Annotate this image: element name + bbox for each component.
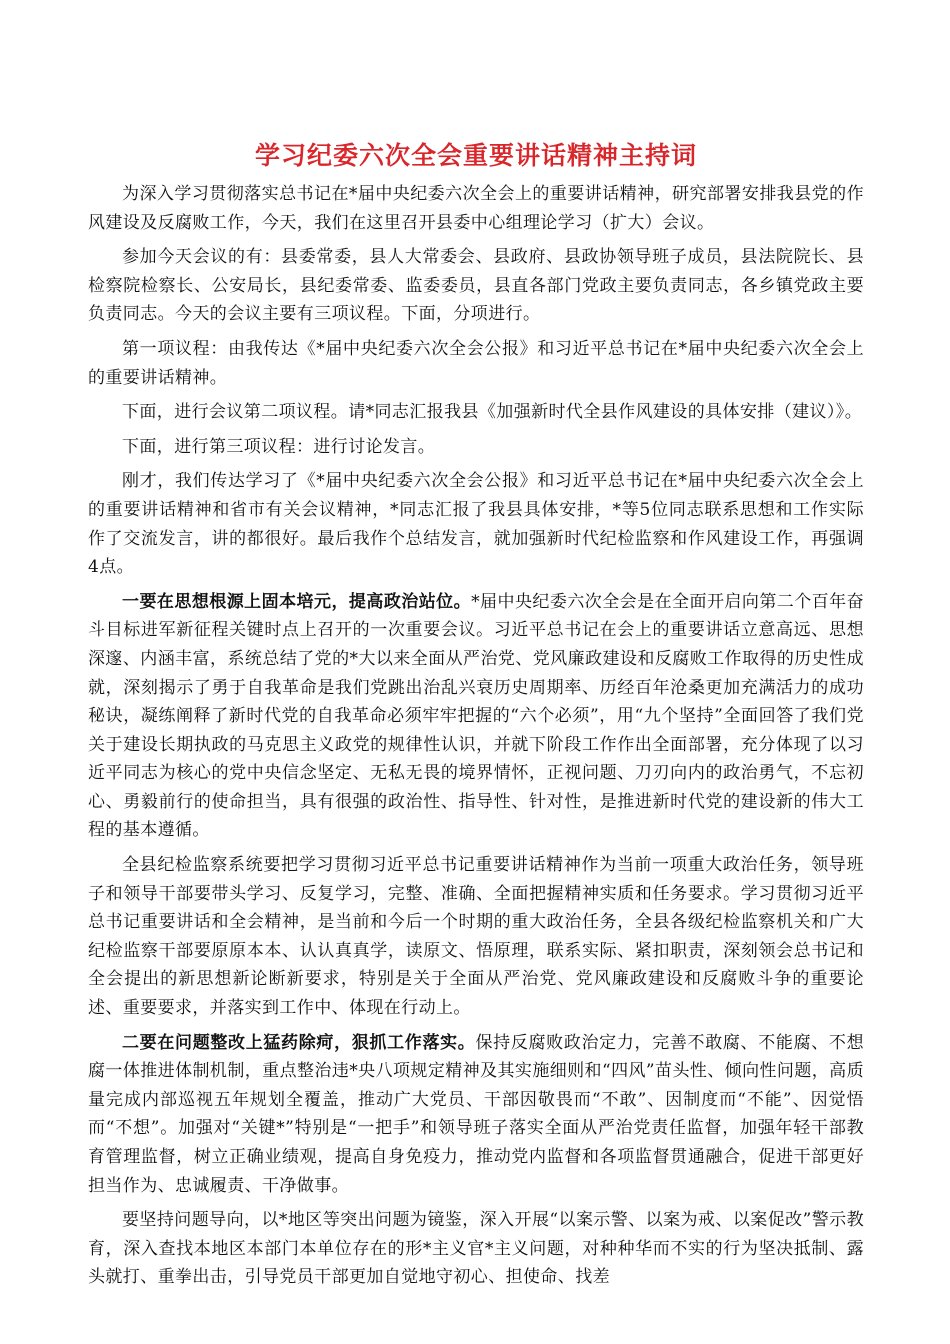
paragraph-text: 刚才，我们传达学习了《*届中央纪委六次全会公报》和习近平总书记在*届中央纪委六次全会上的重要讲话精神和省市有关会议精神，*同志汇报了我县具体安排，*等5位同志联系思想和工作实际作了交流发言，讲的都很好。最后我作个总结发言，就加强新时代纪检监察和作风建设工作，再强调4点。 xyxy=(88,471,864,578)
document-page xyxy=(88,138,864,1298)
paragraph-point-1 xyxy=(88,588,864,845)
paragraph-text: 要坚持问题导向，以*地区等突出问题为镜鉴，深入开展“以案示警、以案为戒、以案促改”警示教育，深入查找本地区本部门本单位存在的形*主义官*主义问题，对种种华而不实的行为坚决抵制、露头就打、重拳出击，引导党员干部更加自觉地守初心、担使命、找差 xyxy=(88,1210,864,1288)
paragraph-text: 第一项议程：由我传达《*届中央纪委六次全会公报》和习近平总书记在*届中央纪委六次全会上的重要讲话精神。 xyxy=(88,338,864,388)
paragraph-point-1-detail xyxy=(88,851,864,1023)
paragraph-attendees xyxy=(88,243,864,329)
paragraph-agenda-2 xyxy=(88,398,864,427)
paragraph-text: *届中央纪委六次全会是在全面开启向第二个百年奋斗目标进军新征程关键时点上召开的一次重要会议。习近平总书记在会上的重要讲话立意高远、思想深邃、内涵丰富，系统总结了党的*大以来全面从严治党、党风廉政建设和反腐败工作取得的历史性成就，深刻揭示了勇于自我革命是我们党跳出治乱兴衰历史周期率、历经百年沧桑更加充满活力的成功秘诀，凝练阐释了新时代党的自我革命必须牢牢把握的“六个必须”，用“九个坚持”全面回答了我们党关于建设长期执政的马克思主义政党的规律性认识，并就下阶段工作作出全面部署，充分体现了以习近平同志为核心的党中央信念坚定、无私无畏的境界情怀，正视问题、刀刃向内的政治勇气，不忘初心、勇毅前行的使命担当，具有很强的政治性、指导性、针对性，是推进新时代党的建设新的伟大工程的基本遵循。 xyxy=(88,591,864,841)
paragraph-summary xyxy=(88,467,864,581)
paragraph-agenda-1 xyxy=(88,335,864,392)
paragraph-text: 下面，进行会议第二项议程。请*同志汇报我县《加强新时代全县作风建设的具体安排（建议）》。 xyxy=(122,402,863,423)
paragraph-text: 全县纪检监察系统要把学习贯彻习近平总书记重要讲话精神作为当前一项重大政治任务，领导班子和领导干部要带头学习、反复学习，完整、准确、全面把握精神实质和任务要求。学习贯彻习近平总书记重要讲话和全会精神，是当前和今后一个时期的重大政治任务，全县各级纪检监察机关和广大纪检监察干部要原原本本、认认真真学，读原文、悟原理，联系实际、紧扣职责，深刻领会总书记和全会提出的新思想新论断新要求，特别是关于全面从严治党、党风廉政建设和反腐败斗争的重要论述、重要要求，并落实到工作中、体现在行动上。 xyxy=(88,855,864,1019)
paragraph-point-2-detail xyxy=(88,1206,864,1292)
document-title: 学习纪委六次全会重要讲话精神主持词 xyxy=(254,141,697,170)
paragraph-lead: 二要在问题整改上猛药除疴，狠抓工作落实。 xyxy=(122,1032,476,1053)
paragraph-intro xyxy=(88,180,864,237)
paragraph-text: 为深入学习贯彻落实总书记在*届中央纪委六次全会上的重要讲话精神，研究部署安排我县党的作风建设及反腐败工作，今天，我们在这里召开县委中心组理论学习（扩大）会议。 xyxy=(88,184,864,233)
paragraph-lead: 一要在思想根源上固本培元，提高政治站位。 xyxy=(122,591,472,612)
paragraph-text: 参加今天会议的有：县委常委，县人大常委会、县政府、县政协领导班子成员，县法院院长、县检察院检察长、公安局长，县纪委常委、监委委员，县直各部门党政主要负责同志，各乡镇党政主要负责同志。今天的会议主要有三项议程。下面，分项进行。 xyxy=(88,247,864,325)
paragraph-point-2 xyxy=(88,1029,864,1201)
paragraph-text: 下面，进行第三项议程：进行讨论发言。 xyxy=(122,436,436,457)
paragraph-agenda-3 xyxy=(88,433,864,462)
paragraph-text: 保持反腐败政治定力，完善不敢腐、不能腐、不想腐一体推进体制机制，重点整治违*央八项规定精神及其实施细则和“四风”苗头性、倾向性问题，高质量完成内部巡视五年规划全覆盖，推动广大党员、干部因敬畏而“不敢”、因制度而“不能”、因觉悟而“不想”。加强对“关键*”特别是“一把手”和领导班子落实全面从严治党责任监督，加强年轻干部教育管理监督，树立正确业绩观，提高自身免疫力，推动党内监督和各项监督贯通融合，促进干部更好担当作为、忠诚履责、干净做事。 xyxy=(88,1032,864,1196)
